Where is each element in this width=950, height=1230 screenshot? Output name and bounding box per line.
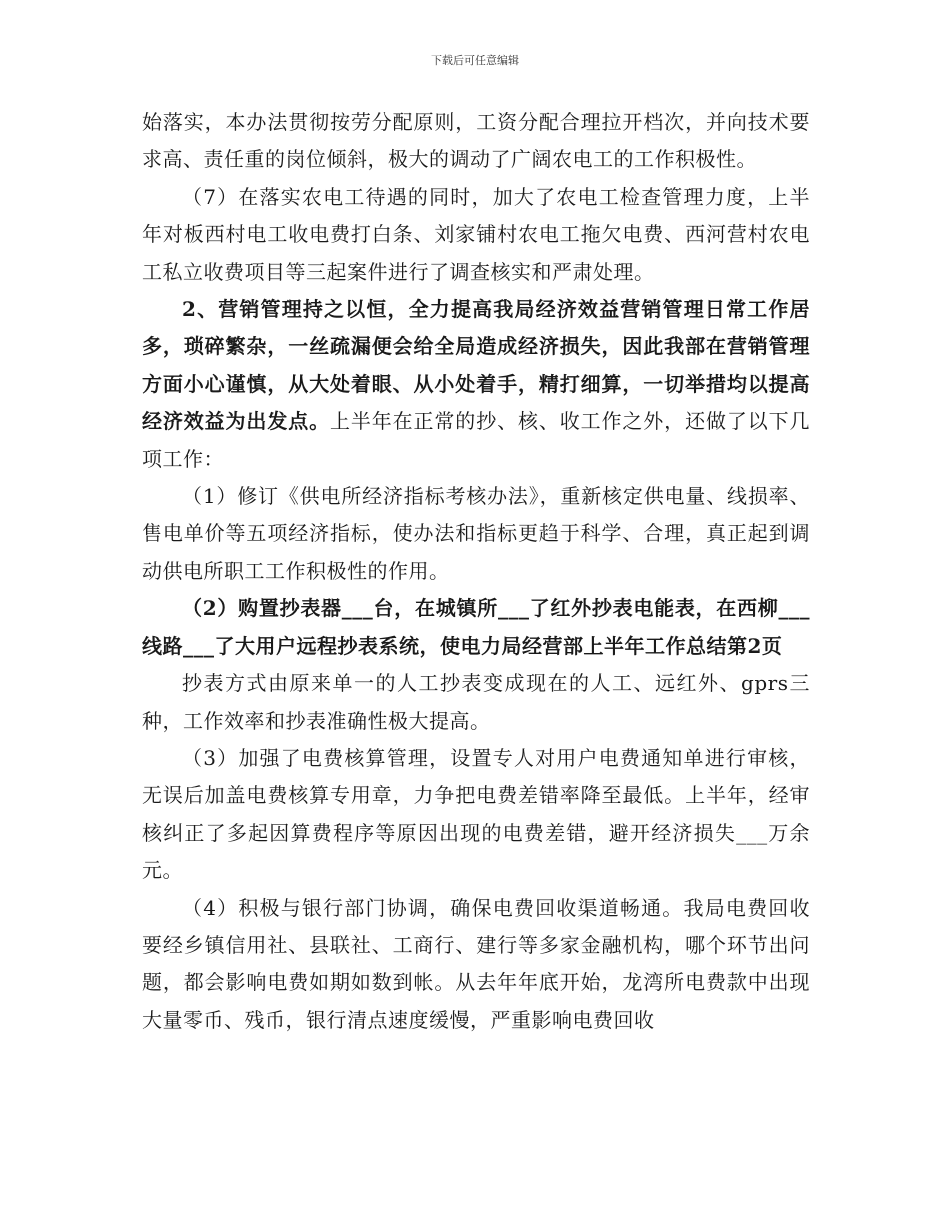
paragraph-3-body: 上半年在正常的抄、核、收工作之外，还做了以下几项工作： — [142, 409, 811, 471]
paragraph-2: （7）在落实农电工待遇的同时，加大了农电工检查管理力度，上半年对板西村电工收电费打白条、刘家铺村农电工拖欠电费、西河营村农电工私立收费项目等三起案件进行了调查核实和严肃处理。 — [142, 184, 810, 284]
section-heading: 2、营销管理持之以恒，全力提高我局经济效益营销管理日常工作居多，琐碎繁杂，一丝疏漏便会给全局造成经济损失，因此我部在营销管理方面小心谨慎，从大处着眼、从小处着手，精打细算，一切举措均以提高经济效益为出发点。 — [142, 297, 810, 434]
paragraph-8: （4）积极与银行部门协调，确保电费回收渠道畅通。我局电费回收要经乡镇信用社、县联社、工商行、建行等多家金融机构，哪个环节出问题，都会影响电费如期如数到帐。从去年年底开始，龙湾所电费款中出现大量零币、残币，银行清点速度缓慢，严重影响电费回收 — [142, 895, 810, 1032]
paragraph-5: （2）购置抄表器___台，在城镇所___了红外抄表电能表，在西柳___线路___了大用户远程抄表系统，使电力局经营部上半年工作总结第2页 — [142, 596, 810, 658]
paragraph-1: 始落实，本办法贯彻按劳分配原则，工资分配合理拉开档次，并向技术要求高、责任重的岗位倾斜，极大的调动了广阔农电工的工作积极性。 — [142, 110, 810, 172]
paragraph-4: （1）修订《供电所经济指标考核办法》，重新核定供电量、线损率、售电单价等五项经济指标，使办法和指标更趋于科学、合理，真正起到调动供电所职工工作积极性的作用。 — [142, 484, 810, 583]
paragraph-3 — [142, 291, 810, 478]
paragraph-7: （3）加强了电费核算管理，设置专人对用户电费通知单进行审核，无误后加盖电费核算专用章，力争把电费差错率降至最低。上半年，经审核纠正了多起因算费程序等原因出现的电费差错，避开经济损失___万余元。 — [142, 745, 810, 883]
paragraph-6: 抄表方式由原来单一的人工抄表变成现在的人工、远红外、gprs三种，工作效率和抄表准确性极大提高。 — [142, 671, 810, 733]
page-header: 下载后可任意编辑 — [431, 54, 519, 67]
document-body — [142, 104, 810, 1039]
